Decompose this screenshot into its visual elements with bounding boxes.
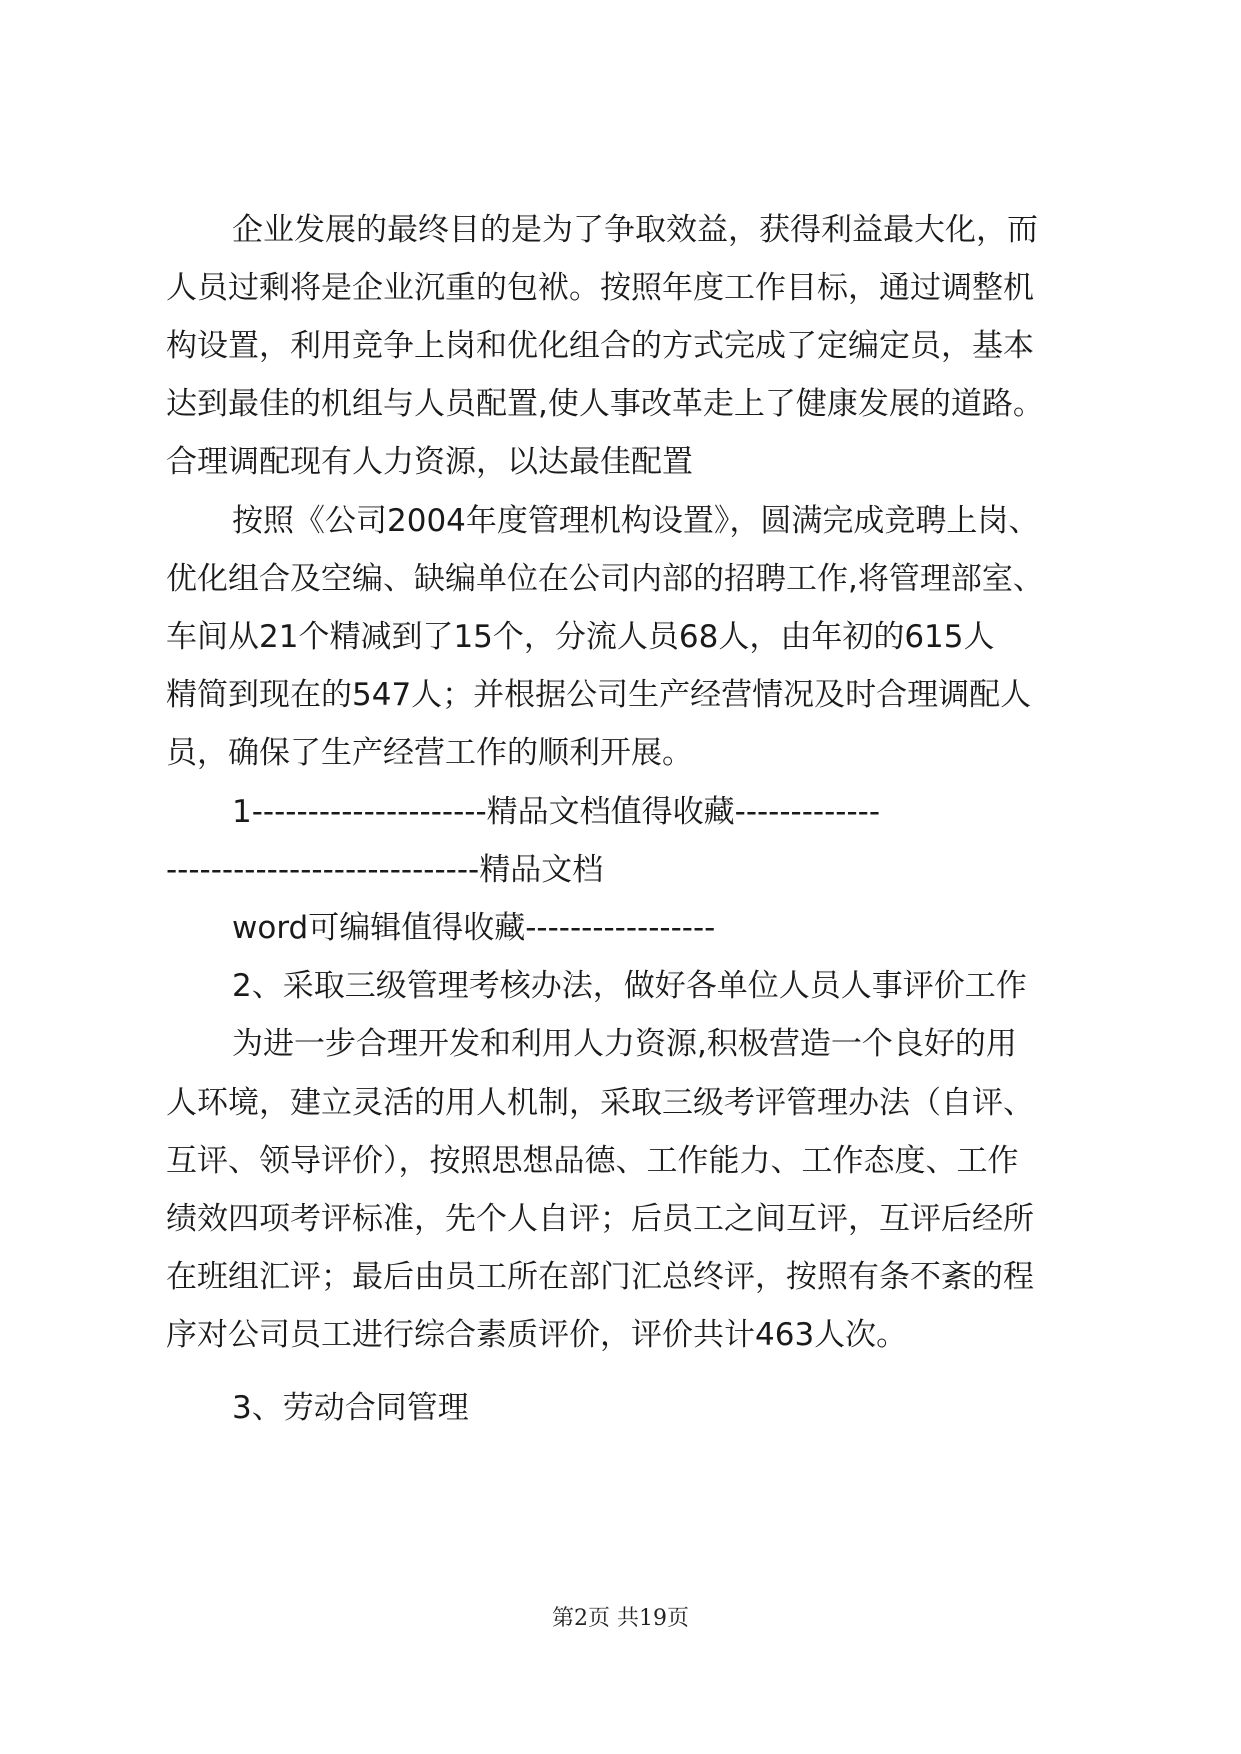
section-heading: 合理调配现有人力资源，以达最佳配置 bbox=[166, 444, 693, 480]
text-line: 构设置，利用竞争上岗和优化组合的方式完成了定编定员，基本 bbox=[166, 328, 1034, 364]
text-line: 优化组合及空编、缺编单位在公司内部的招聘工作,将管理部室、 bbox=[166, 561, 1044, 597]
section-heading: 2、采取三级管理考核办法，做好各单位人员人事评价工作 bbox=[232, 968, 1027, 1004]
text-line: 互评、领导评价），按照思想品德、工作能力、工作态度、工作 bbox=[166, 1143, 1019, 1179]
separator-line: word可编辑值得收藏----------------- bbox=[232, 910, 716, 946]
text-line: 员，确保了生产经营工作的顺利开展。 bbox=[166, 735, 693, 771]
page-number-footer: 第2页 共19页 bbox=[552, 1606, 689, 1631]
text-line: 车间从21个精减到了15个，分流人员68人，由年初的615人 bbox=[166, 619, 995, 655]
text-line: 在班组汇评；最后由员工所在部门汇总终评，按照有条不紊的程 bbox=[166, 1259, 1034, 1295]
text-line: 序对公司员工进行综合素质评价，评价共计463人次。 bbox=[166, 1317, 908, 1353]
text-line: 绩效四项考评标准，先个人自评；后员工之间互评，互评后经所 bbox=[166, 1201, 1034, 1237]
text-line: 企业发展的最终目的是为了争取效益，获得利益最大化，而 bbox=[232, 212, 1038, 248]
text-line: 精简到现在的547人；并根据公司生产经营情况及时合理调配人 bbox=[166, 677, 1032, 713]
section-heading: 3、劳动合同管理 bbox=[232, 1390, 469, 1426]
text-line: 按照《公司2004年度管理机构设置》，圆满完成竞聘上岗、 bbox=[232, 503, 1040, 539]
text-line: 人环境，建立灵活的用人机制，采取三级考评管理办法（自评、 bbox=[166, 1085, 1034, 1121]
text-line: 为进一步合理开发和利用人力资源,积极营造一个良好的用 bbox=[232, 1026, 1017, 1062]
text-line: 人员过剩将是企业沉重的包袱。按照年度工作目标，通过调整机 bbox=[166, 270, 1034, 306]
separator-line: ----------------------------精品文档 bbox=[166, 852, 604, 888]
text-line: 达到最佳的机组与人员配置,使人事改革走上了健康发展的道路。 bbox=[166, 386, 1044, 422]
separator-line: 1---------------------精品文档值得收藏------------- bbox=[232, 794, 881, 830]
